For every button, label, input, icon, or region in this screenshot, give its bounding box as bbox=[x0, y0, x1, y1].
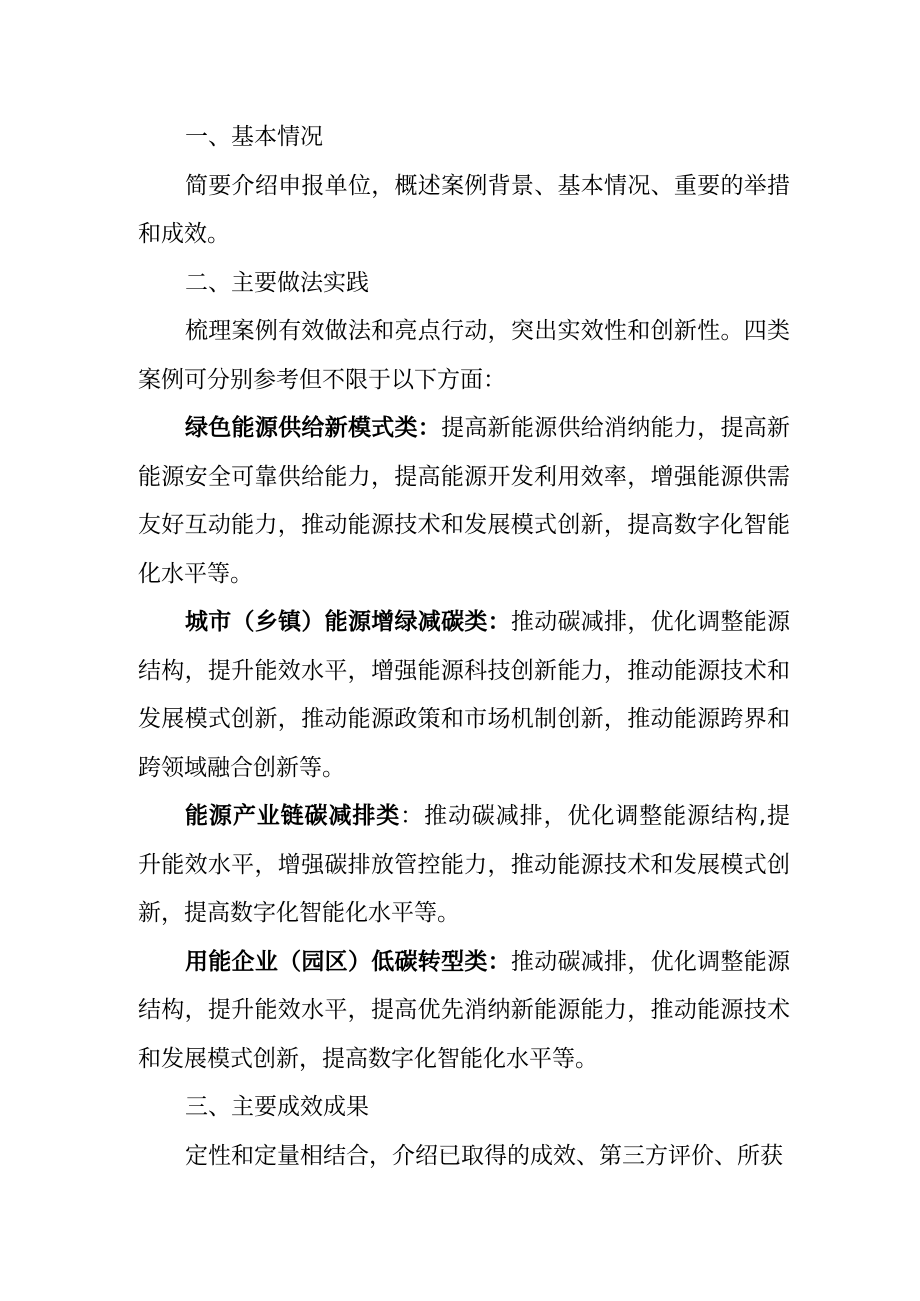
section-body-practice: 梳理案例有效做法和亮点行动，突出实效性和创新性。四类案例可分别参考但不限于以下方面： bbox=[138, 318, 790, 393]
section-body-results: 定性和定量相结合，介绍已取得的成效、第三方评价、所获 bbox=[185, 1142, 783, 1169]
section-body-basic-info: 简要介绍申报单位，概述案例背景、基本情况、重要的举措和成效。 bbox=[138, 172, 790, 247]
category-text: 推动碳减排，优化调整能源结构，提升能效水平，提高优先消纳新能源能力，推动能源技术和发展模式创新，提高数字化智能化水平等。 bbox=[138, 948, 791, 1072]
category-title: 用能企业（园区）低碳转型类： bbox=[185, 948, 511, 975]
document-page bbox=[138, 113, 790, 1180]
category-text: 推动碳减排，优化调整能源结构，提升能效水平，增强能源科技创新能力，推动能源技术和发展模式创新，推动能源政策和市场机制创新，推动能源跨界和跨领域融合创新等。 bbox=[138, 609, 791, 781]
category-title: 绿色能源供给新模式类： bbox=[185, 415, 442, 441]
category-city-carbon bbox=[138, 598, 790, 792]
category-enterprise-park bbox=[138, 938, 790, 1084]
category-industry-chain bbox=[138, 792, 790, 938]
section-heading-basic-info: 一、基本情况 bbox=[185, 124, 323, 150]
category-text: ：推动碳减排，优化调整能源结构,提升能效水平，增强碳排放管控能力，推动能源技术和发展模式创新，提高数字化智能化水平等。 bbox=[138, 803, 791, 926]
section-heading-results: 三、主要成效成果 bbox=[185, 1094, 369, 1120]
category-title: 能源产业链碳减排类 bbox=[185, 803, 401, 829]
category-title: 城市（乡镇）能源增绿减碳类： bbox=[185, 609, 511, 635]
category-text: 提高新能源供给消纳能力，提高新能源安全可靠供给能力，提高能源开发利用效率，增强能源供需友好互动能力，推动能源技术和发展模式创新，提高数字化智能化水平等。 bbox=[138, 415, 791, 587]
section-heading-practice: 二、主要做法实践 bbox=[185, 269, 369, 296]
category-green-supply bbox=[138, 404, 790, 598]
